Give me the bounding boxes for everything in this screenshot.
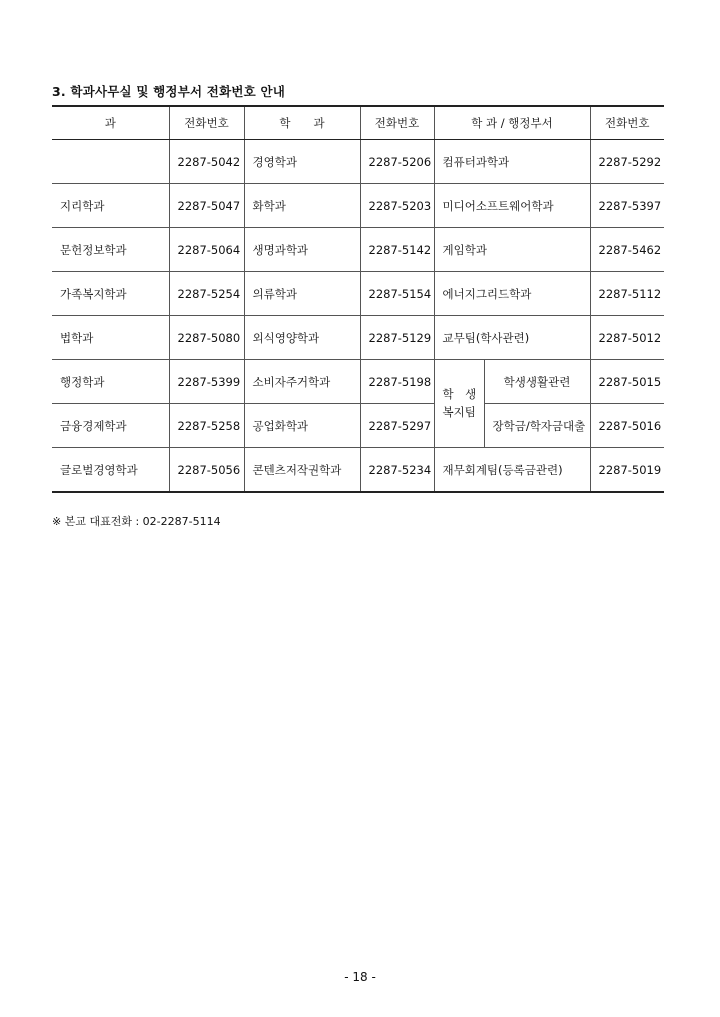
- dept-name: 공업화학과: [244, 404, 360, 448]
- table-row: [52, 448, 664, 493]
- dept-name: 콘텐츠저작권학과: [244, 448, 360, 493]
- dept-name: 가족복지학과: [52, 272, 169, 316]
- phone-number: 2287-5080: [169, 316, 244, 360]
- dept-name: 금융경제학과: [52, 404, 169, 448]
- dept-name: 재무회계팀(등록금관련): [434, 448, 590, 493]
- dept-name: 컴퓨터과학과: [434, 140, 590, 184]
- table-row: [52, 140, 664, 184]
- dept-name: 법학과: [52, 316, 169, 360]
- student-welfare-team-cell: [434, 360, 484, 448]
- table-row: [52, 184, 664, 228]
- dept-name: 행정학과: [52, 360, 169, 404]
- phone-number: 2287-5254: [169, 272, 244, 316]
- phone-number: 2287-5047: [169, 184, 244, 228]
- table-row: [52, 360, 664, 404]
- phone-number: 2287-5203: [360, 184, 434, 228]
- phone-number: 2287-5129: [360, 316, 434, 360]
- phone-number: 2287-5399: [169, 360, 244, 404]
- dept-name: 미디어소프트웨어학과: [434, 184, 590, 228]
- dept-name: 소비자주거학과: [244, 360, 360, 404]
- phone-number: 2287-5258: [169, 404, 244, 448]
- dept-name: 의류학과: [244, 272, 360, 316]
- header-phone: 전화번호: [590, 106, 664, 140]
- dept-name: 글로벌경영학과: [52, 448, 169, 493]
- dept-name: 외식영양학과: [244, 316, 360, 360]
- dept-name: [52, 140, 169, 184]
- phone-number: 2287-5297: [360, 404, 434, 448]
- table-row: [52, 228, 664, 272]
- phone-number: 2287-5292: [590, 140, 664, 184]
- dept-name: 지리학과: [52, 184, 169, 228]
- dept-name: 문헌정보학과: [52, 228, 169, 272]
- phone-number: 2287-5397: [590, 184, 664, 228]
- merged-dept-line1: 학 생: [442, 386, 477, 401]
- dept-name: 학생생활관련: [484, 360, 590, 404]
- phone-directory-table: [52, 105, 664, 493]
- table-header-row: [52, 106, 664, 140]
- table-row: [52, 404, 664, 448]
- phone-number: 2287-5019: [590, 448, 664, 493]
- phone-number: 2287-5206: [360, 140, 434, 184]
- merged-dept-line2: 복지팀: [442, 404, 476, 419]
- dept-name: 화학과: [244, 184, 360, 228]
- header-dept: 학 과: [244, 106, 360, 140]
- page-number: - 18 -: [344, 970, 376, 984]
- header-phone: 전화번호: [360, 106, 434, 140]
- section-title: 3. 학과사무실 및 행정부서 전화번호 안내: [52, 84, 286, 99]
- dept-name: 교무팀(학사관련): [434, 316, 590, 360]
- phone-number: 2287-5064: [169, 228, 244, 272]
- phone-number: 2287-5112: [590, 272, 664, 316]
- header-dept-office: 학 과 / 행정부서: [434, 106, 590, 140]
- dept-name: 에너지그리드학과: [434, 272, 590, 316]
- main-phone-note: ※ 본교 대표전화 : 02-2287-5114: [52, 515, 221, 528]
- phone-number: 2287-5462: [590, 228, 664, 272]
- dept-name: 경영학과: [244, 140, 360, 184]
- table-row: [52, 316, 664, 360]
- dept-name: 생명과학과: [244, 228, 360, 272]
- dept-name: 장학금/학자금대출: [484, 404, 590, 448]
- header-phone: 전화번호: [169, 106, 244, 140]
- phone-number: 2287-5056: [169, 448, 244, 493]
- dept-name: 게임학과: [434, 228, 590, 272]
- phone-number: 2287-5234: [360, 448, 434, 493]
- phone-number: 2287-5016: [590, 404, 664, 448]
- header-dept: 과: [52, 106, 169, 140]
- phone-number: 2287-5042: [169, 140, 244, 184]
- phone-number: 2287-5015: [590, 360, 664, 404]
- table-row: [52, 272, 664, 316]
- phone-number: 2287-5142: [360, 228, 434, 272]
- phone-number: 2287-5198: [360, 360, 434, 404]
- phone-number: 2287-5012: [590, 316, 664, 360]
- phone-number: 2287-5154: [360, 272, 434, 316]
